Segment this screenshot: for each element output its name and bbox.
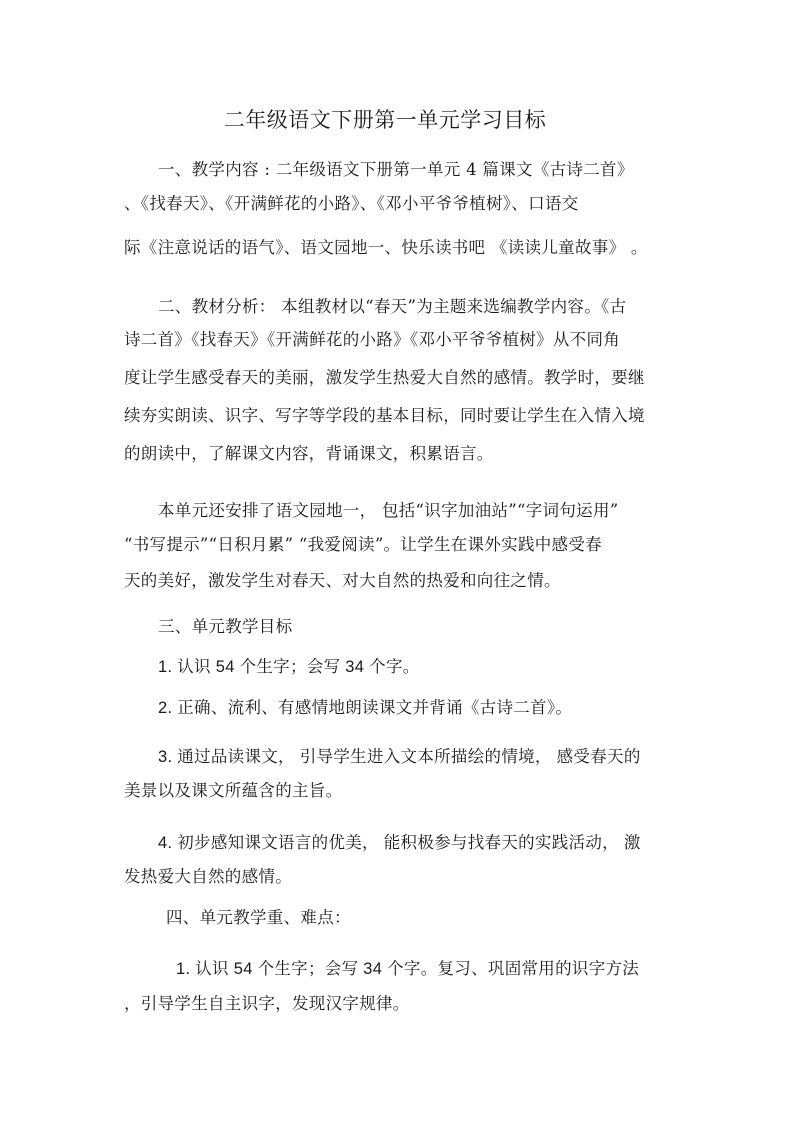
section1-line-3: 际《注意说话的语气》、语文园地一、快乐读书吧 《读读儿童故事》 。 [124, 238, 648, 257]
section4-item-1-cont: ，引导学生自主识字，发现汉字规律。 [124, 994, 410, 1013]
section2b-line-3: 天的美好，激发学生对春天、对大自然的热爱和向往之情。 [124, 571, 561, 590]
section2-line-5: 的朗读中，了解课文内容，背诵课文，积累语言。 [124, 444, 494, 463]
section2b-line-1: 本单元还安排了语文园地一， 包括“识字加油站”“字词句运用” [158, 501, 619, 520]
section3-item-2: 2. 正确、流利、有感情地朗读课文并背诵《古诗二首》。 [158, 699, 573, 717]
section2-line-2: 诗二首》《找春天》《开满鲜花的小路》《邓小平爷爷植树》从不同角 [124, 330, 621, 349]
section4-heading: 四、单元教学重、难点： [166, 908, 351, 927]
section3-item-4-cont: 发热爱大自然的感情。 [124, 867, 292, 886]
section1-line-1: 一、教学内容 : 二年级语文下册第一单元 4 篇课文《古诗二首》 [158, 160, 634, 179]
section1-line-2: 、《找春天》、《开满鲜花的小路》、《邓小平爷爷植树》、口语交 [124, 194, 579, 213]
section3-item-1: 1. 认识 54 个生字；会写 34 个字。 [158, 658, 420, 676]
section2-line-1: 二、教材分析： 本组教材以“春天”为主题来选编教学内容。《古 [158, 297, 627, 316]
section3-item-3-cont: 美景以及课文所蕴含的主旨。 [124, 781, 343, 800]
section3-item-3: 3. 通过品读课文， 引导学生进入文本所描绘的情境， 感受春天的 [158, 748, 641, 766]
section2b-line-2: “书写提示”“日积月累” “我爱阅读”。让学生在课外实践中感受春 [124, 535, 602, 554]
document-title: 二年级语文下册第一单元学习目标 [223, 108, 547, 132]
section3-heading: 三、单元教学目标 [158, 617, 293, 636]
section2-line-3: 度让学生感受春天的美丽，激发学生热爱大自然的感情。教学时，要继 [124, 368, 645, 387]
section4-item-1: 1. 认识 54 个生字；会写 34 个字。复习、巩固常用的识字方法 [176, 960, 640, 978]
section3-item-4: 4. 初步感知课文语言的优美， 能积极参与找春天的实践活动， 激 [158, 834, 641, 852]
section2-line-4: 续夯实朗读、识字、写字等学段的基本目标，同时要让学生在入情入境 [124, 406, 645, 425]
